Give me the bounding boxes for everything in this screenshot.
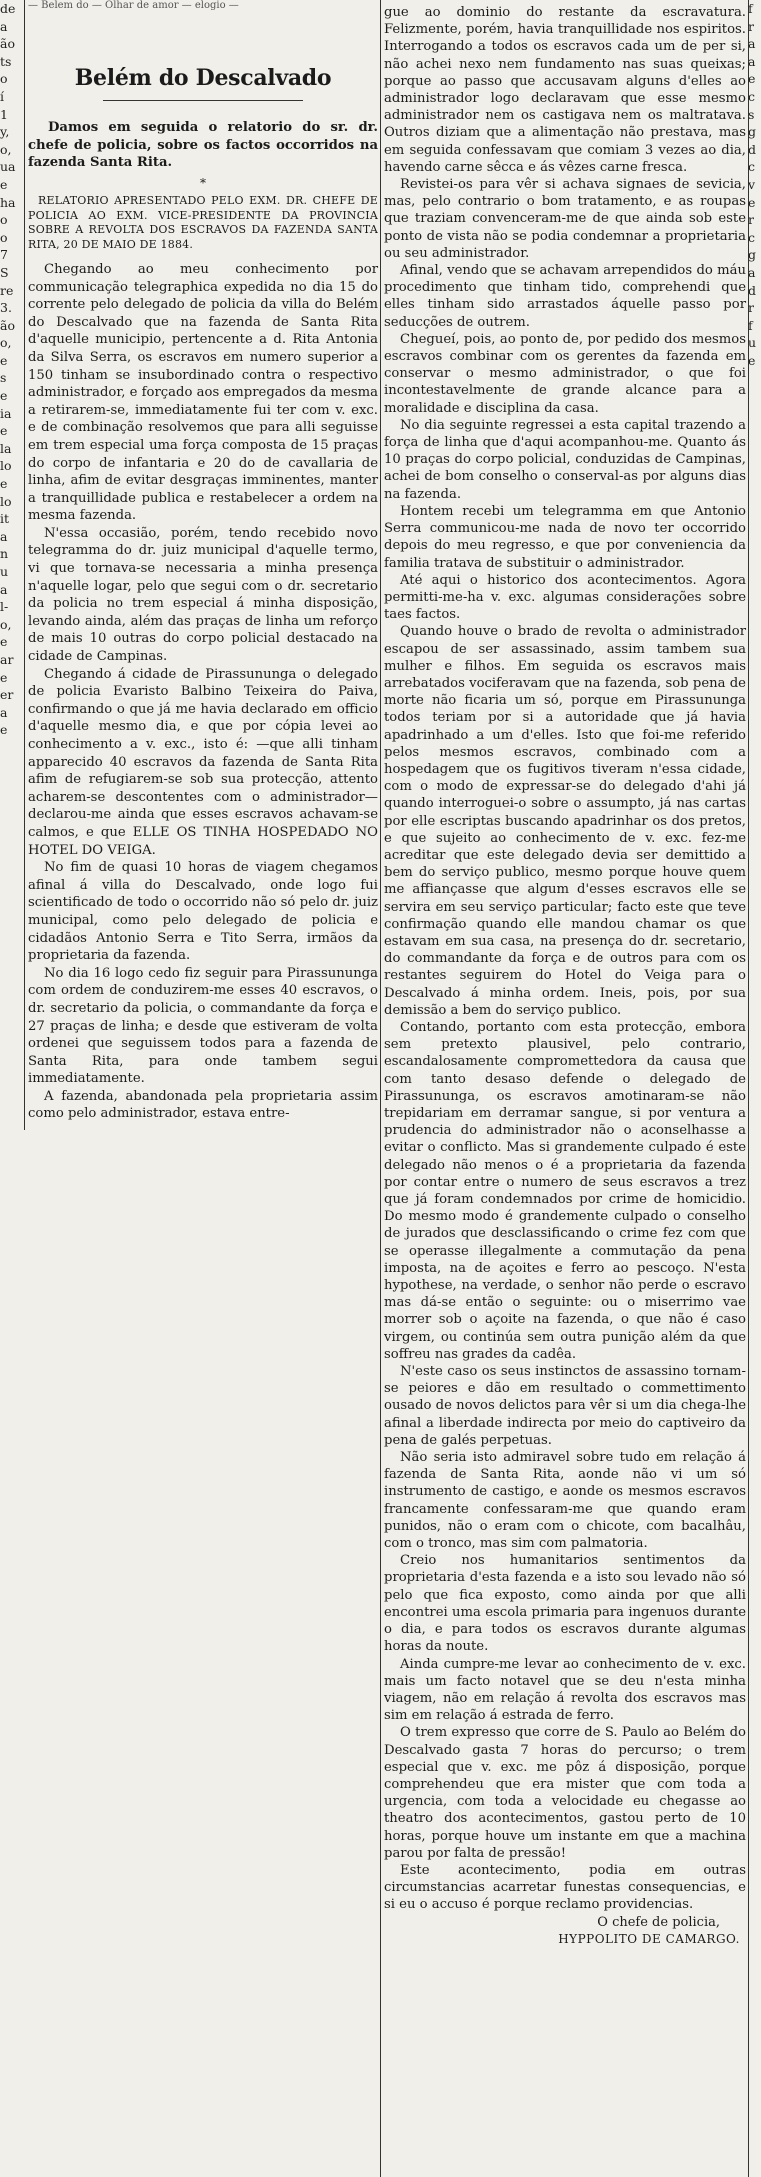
gutter-fragment: o, [0,141,12,157]
paragraph: N'este caso os seus instinctos de assassino tornam-se peiores e dão em resultado o commettimento ousado de novos delictos para vêr si um dia chega-lhe afinal a liberdade indirecta por meio do captiveiro da pena de galés perpetuas. [384,1364,746,1448]
gutter-fragment: c [748,229,756,245]
paragraph: Contando, portanto com esta protecção, embora sem pretexto plausivel, pelo contrario, escandalosamente compromettedora da causa que com tanto desaso defende o delegado de Pirassununga, os escravos amotinaram-se não trepidariam em derramar sangue, si por ventura a prudencia do administrador não o aconselhasse a evitar o conflicto. Mas si grandemente culpado é este delegado não menos o é a proprietaria da fazenda por contar entre o numero de seus escravos a trez que já foram condemnados por crime de homicidio. Do mesmo modo é grandemente culpado o conselho de jurados que desclassificando o crime fez com que se operasse illegalmente a commutação da pena imposta, na de açoites e ferro ao pescoço. N'esta hypothese, na verdade, o senhor não perde o escravo mas dá-se então o seguinte: ou o miserrimo vae morrer sob o açoite na fazenda, o que não é caso virgem, ou continúa sem outra punição além da que soffreu nas grades da cadêa. [384,1019,746,1362]
signature-name: HYPPOLITO DE CAMARGO. [558,1931,740,1946]
gutter-fragment: c [748,88,756,104]
gutter-fragment: l- [0,599,9,615]
gutter-fragment: ua [0,159,16,175]
gutter-fragment: y, [0,124,10,140]
paragraph: Revistei-os para vêr si achava signaes de sevicia, mas, pelo contrario o bom tratamento, e as roupas que traziam convenceram-me de que ainda sob este ponto de vista não se podia condemnar a proprietaria ou seu administrador. [384,177,746,261]
paragraph: A fazenda, abandonada pela proprietaria assim como pelo administrador, estava entre- [28,1088,378,1122]
gutter-fragment: d [748,282,757,298]
paragraph: Chegueí, pois, ao ponto de, por pedido dos mesmos escravos combinar com os gerentes da fazenda em conservar o mesmo administrador, o que foi incontestavelmente de grande alcance para a moralidade e disciplina da casa. [384,331,746,416]
gutter-fragment: ão [0,36,15,52]
left-gutter-fragments [0,0,26,1000]
paragraph: Chegando ao meu conhecimento por communicação telegraphica expedida no dia 15 do corrente pelo delegado de policia da villa do Belém do Descalvado que na fazenda de Santa Rita d'aquelle municipio, pertencente a d. Rita Antonia da Silva Serra, os escravos em numero superior a 150 tinham se insubordinado contra o respectivo administrador, e forçado aos empregados da mesma a retirarem-se, immediatamente fui ter com v. exc. e de combinação resolvemos que para alli seguisse em trem especial uma força composta de 15 praças do corpo de infantaria e 20 do de cavallaria de linha, afim de evitar desgraças imminentes, manter a tranquillidade publica e restabelecer a ordem na mesma fazenda. [28,261,378,524]
gutter-fragment: e [0,388,8,404]
gutter-fragment: ar [0,651,14,667]
gutter-fragment: ia [0,405,12,421]
gutter-fragment: S [0,264,9,280]
star-ornament: * [200,175,206,190]
paragraph: Afinal, vendo que se achavam arrependidos do máu procedimento que tinham tido, comprehendi que elles tinham sido arrastados áquelle passo por seducções de outrem. [384,263,746,330]
gutter-fragment: g [748,124,757,140]
paragraph: Este acontecimento, podia em outras circumstancias acarretar funestas consequencias, e si eu o accuso é porque reclamo providencias. [384,1862,746,1913]
gutter-fragment: u [0,564,9,579]
paragraph: Ainda cumpre-me levar ao conhecimento de v. exc. mais um facto notavel que se deu n'esta minha viagem, não em relação á revolta dos escravos mas sim em relação á estrada de ferro. [384,1656,746,1724]
header-strip: — Belem do — Olhar de amor — elogio — [28,0,239,11]
gutter-fragment: a [0,528,8,544]
gutter-fragment: o [0,229,8,245]
gutter-fragment: o [0,212,8,228]
gutter-fragment: e [748,71,756,87]
gutter-fragment: ha [0,194,16,210]
gutter-fragment: e [0,669,8,685]
gutter-fragment: r [748,18,754,34]
paragraph: N'essa occasião, porém, tendo recebido novo telegramma do dr. juiz municipal d'aquelle termo, vi que tornava-se necessaria a minha presença n'aquelle logar, pelo que segui com o dr. secretario da policia no trem especial á minha disposição, levando ainda, além das praças de linha um reforço de mais 10 outras do corpo policial destacado na cidade de Campinas. [28,525,378,665]
gutter-fragment: re [0,282,14,298]
gutter-fragment: c [748,159,756,175]
gutter-fragment: r [748,300,754,316]
gutter-fragment: g [748,247,757,263]
paragraph: Até aqui o historico dos acontecimentos. Agora permitti-me-ha v. exc. algumas considerações sobre taes factos. [384,572,746,623]
gutter-fragment: v [748,176,756,192]
gutter-fragment: f [748,317,753,333]
signature-role: O chefe de policia, [597,1914,720,1930]
gutter-fragment: e [0,722,8,738]
right-gutter-fragments [748,0,761,2177]
gutter-fragment: e [748,352,756,368]
article-column-left [28,18,378,1123]
paragraph: Hontem recebi um telegramma em que Antonio Serra communicou-me nada de novo ter occorrido depois do meu regresso, e que por conveniencia da familia tratava de substituir o administrador. [384,503,746,571]
article-intro: Damos em seguida o relatorio do sr. dr. chefe de policia, sobre os factos occorridos na fazenda Santa Rita. [28,120,378,171]
gutter-fragment: s [0,370,7,386]
paragraph: Não seria isto admiravel sobre tudo em relação á fazenda de Santa Rita, aonde não vi um só instrumento de castigo, e aonde os mesmos escravos francamente confessaram-me que quando eram punidos, não o eram com o chicote, com bacalhâu, com o tronco, mas sim com palmatoria. [384,1450,746,1552]
column-rule-middle [380,0,381,2177]
gutter-fragment: f [748,1,753,16]
gutter-fragment: s [748,106,755,122]
paragraph: Quando houve o brado de revolta o administrador escapou de ser assassinado, assim tambem sua mulher e filhos. Em seguida os escravos mais arrebatados vociferavam que na fazenda, sob pena de morte não ficaria um só, porque em Pirassununga todos teriam por si a autoridade que já havia apadrinhado a um d'elles. Isto que foi-me referido pelos mesmos escravos, combinado com a hospedagem que os fugitivos tiveram n'essa cidade, com o modo de expressar-se do delegado d'ahi já quando interroguei-o sobre o assumpto, já nas cartas por elle escriptas buscando apadrinhar os dos pretos, e que sujeito ao conhecimento de v. exc. fez-me acreditar que este delegado devia ser demittido a bem do serviço publico, mesmo porque houve quem me affiançasse que algum d'esses escravos elle se servira em seu serviço particular; facto este que teve confirmação quando elle mandou chamar os que estavam em sua casa, na presença do dr. secretario, do commandante da força e de outros para com os restantes seguirem do Hotel do Veiga para o Descalvado á minha ordem. Ineis, pois, por sua demissão a bem do serviço publico. [384,624,746,1018]
gutter-fragment: a [748,264,756,280]
gutter-fragment: í [0,88,4,104]
paragraph: No dia seguinte regressei a esta capital trazendo a força de linha que d'aqui acompanhou-me. Quanto ás 10 praças do corpo policial, conduzidas de Campinas, achei de bom conselho o conserval-as por alguns dias na fazenda. [384,417,746,502]
gutter-fragment: 7 [0,247,8,263]
gutter-fragment: it [0,511,10,527]
gutter-fragment: e [0,634,8,650]
gutter-fragment: ão [0,317,15,333]
gutter-fragment: a [0,18,8,34]
gutter-fragment: u [748,335,757,351]
article-title: Belém do Descalvado [74,65,332,91]
gutter-fragment: o, [0,335,12,351]
gutter-fragment: r [748,212,754,228]
gutter-fragment: o [0,71,8,87]
gutter-fragment: la [0,440,12,456]
gutter-fragment: e [0,423,8,439]
gutter-fragment: a [0,581,8,597]
gutter-fragment: e [0,476,8,492]
paragraph: Creio nos humanitarios sentimentos da proprietaria d'esta fazenda e a isto sou levado não só pelo que fica exposto, como ainda por que alli encontrei uma escola primaria para ingenuos durante o dia, e para todos os escravos durante algumas horas da noute. [384,1553,746,1655]
gutter-fragment: o, [0,616,12,632]
gutter-fragment: ts [0,53,12,69]
paragraph: Chegando á cidade de Pirassununga o delegado de policia Evaristo Balbino Teixeira do Paiva, confirmando o que já me havia declarado em officio d'aquelle mesmo dia, e que por cópia levei ao conhecimento a v. exc., isto é: —que alli tinham apparecido 40 escravos da fazenda de Santa Rita afim de refugiarem-se sob sua protecção, attento acharem-se descontentes com o administrador—declarou-me ainda que esses escravos achavam-se calmos, e que ELLE OS TINHA HOSPEDADO NO HOTEL DO VEIGA. [28,666,378,858]
gutter-fragment: e [0,176,8,192]
gutter-fragment: e [748,194,756,210]
gutter-fragment: a [748,53,756,69]
gutter-fragment: a [0,704,8,720]
gutter-fragment: e [0,352,8,368]
gutter-fragment: de [0,1,16,16]
paragraph: No dia 16 logo cedo fiz seguir para Pirassununga com ordem de conduzirem-me esses 40 escravos, o dr. secretario da policia, o commandante da força e 27 praças de linha; e desde que estiveram de volta ordenei que seguissem todos para a fazenda de Santa Rita, para onde tambem segui immediatamente. [28,965,378,1087]
title-divider [103,100,303,101]
gutter-fragment: 3. [0,300,12,316]
gutter-fragment: lo [0,458,12,474]
gutter-fragment: er [0,687,14,703]
gutter-fragment: d [748,141,757,157]
paragraph: O trem expresso que corre de S. Paulo ao Belém do Descalvado gasta 7 horas do percurso; o trem especial que v. exc. me pôz á disposição, porque comprehendeu que era mister que com toda a urgencia, com toda a velocidade eu chegasse ao theatro dos acontecimentos, gastou perto de 10 horas, porque houve um instante em que a machina parou por falta de pressão! [384,1725,746,1861]
gutter-fragment: 1 [0,106,8,122]
gutter-fragment: n [0,546,9,562]
article-column-right [384,4,746,1948]
report-caption: RELATORIO APRESENTADO PELO EXM. DR. CHEFE DE POLICIA AO EXM. VICE-PRESIDENTE DA PROVINCIA SOBRE A REVOLTA DOS ESCRAVOS DA FAZENDA SANTA RITA, 20 DE MAIO DE 1884. [28,193,378,252]
gutter-fragment: a [748,36,756,52]
gutter-fragment: lo [0,493,12,509]
paragraph: gue ao dominio do restante da escravatura. Felizmente, porém, havia tranquillidade nos espiritos. Interrogando a todos os escravos cada um de per si, não achei nexo nem fundamento nas suas queixas; porque ao passo que accusavam alguns d'elles ao administrador logo declaravam que esse mesmo administrador nem os castigava nem os maltratava. Outros diziam que a alimentação não prestava, mas em seguida confessavam que comiam 3 vezes ao dia, havendo carne sêcca e ás vêzes carne fresca. [384,5,746,175]
paragraph: No fim de quasi 10 horas de viagem chegamos afinal á villa do Descalvado, onde logo fui scientificado de todo o occorrido não só pelo dr. juiz municipal, como pelo delegado de policia e cidadãos Antonio Serra e Tito Serra, irmãos da proprietaria da fazenda. [28,860,378,964]
